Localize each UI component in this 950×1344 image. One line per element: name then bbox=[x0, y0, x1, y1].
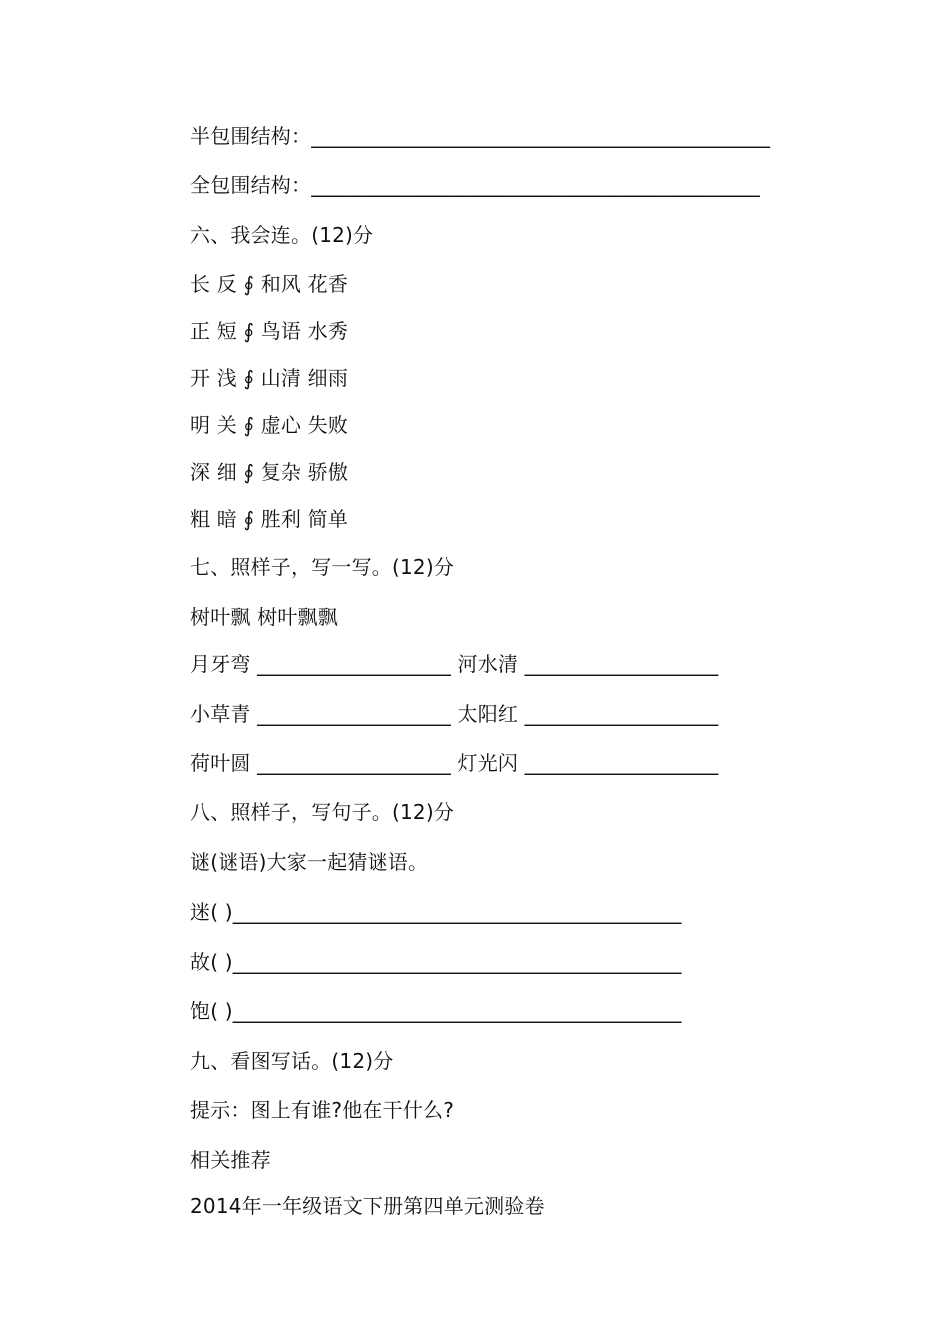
section-7-row-1: 月牙弯 ___________________ 河水清 ___________________ bbox=[190, 652, 719, 676]
matching-row-3: 开 浅 ∮ 山清 细雨 bbox=[190, 366, 349, 390]
matching-row-6: 粗 暗 ∮ 胜利 简单 bbox=[190, 507, 349, 531]
section-8-item-2: 故( )____________________________________________ bbox=[190, 950, 682, 974]
matching-row-5: 深 细 ∮ 复杂 骄傲 bbox=[190, 460, 349, 484]
related-recommendations-label: 相关推荐 bbox=[190, 1148, 271, 1172]
half-enclosure-structure-line: 半包围结构：_____________________________________________ bbox=[190, 124, 771, 148]
section-6-heading: 六、我会连。(12)分 bbox=[190, 223, 374, 247]
section-9-heading: 九、看图写话。(12)分 bbox=[190, 1049, 394, 1073]
matching-row-1: 长 反 ∮ 和风 花香 bbox=[190, 272, 349, 296]
section-9-hint: 提示：图上有谁?他在干什么? bbox=[190, 1098, 455, 1122]
related-recommendation-link[interactable]: 2014年一年级语文下册第四单元测验卷 bbox=[190, 1194, 545, 1218]
full-enclosure-structure-line: 全包围结构：____________________________________________ bbox=[190, 173, 760, 197]
section-8-heading: 八、照样子，写句子。(12)分 bbox=[190, 800, 455, 824]
section-8-item-1: 迷( )____________________________________________ bbox=[190, 900, 682, 924]
section-7-example: 树叶飘 树叶飘飘 bbox=[190, 605, 338, 629]
matching-row-2: 正 短 ∮ 鸟语 水秀 bbox=[190, 319, 349, 343]
matching-row-4: 明 关 ∮ 虚心 失败 bbox=[190, 413, 349, 437]
section-7-heading: 七、照样子，写一写。(12)分 bbox=[190, 555, 455, 579]
section-8-example: 谜(谜语)大家一起猜谜语。 bbox=[190, 850, 429, 874]
section-7-row-2: 小草青 ___________________ 太阳红 ___________________ bbox=[190, 702, 719, 726]
section-7-row-3: 荷叶圆 ___________________ 灯光闪 ___________________ bbox=[190, 751, 719, 775]
section-8-item-3: 饱( )____________________________________________ bbox=[190, 999, 682, 1023]
